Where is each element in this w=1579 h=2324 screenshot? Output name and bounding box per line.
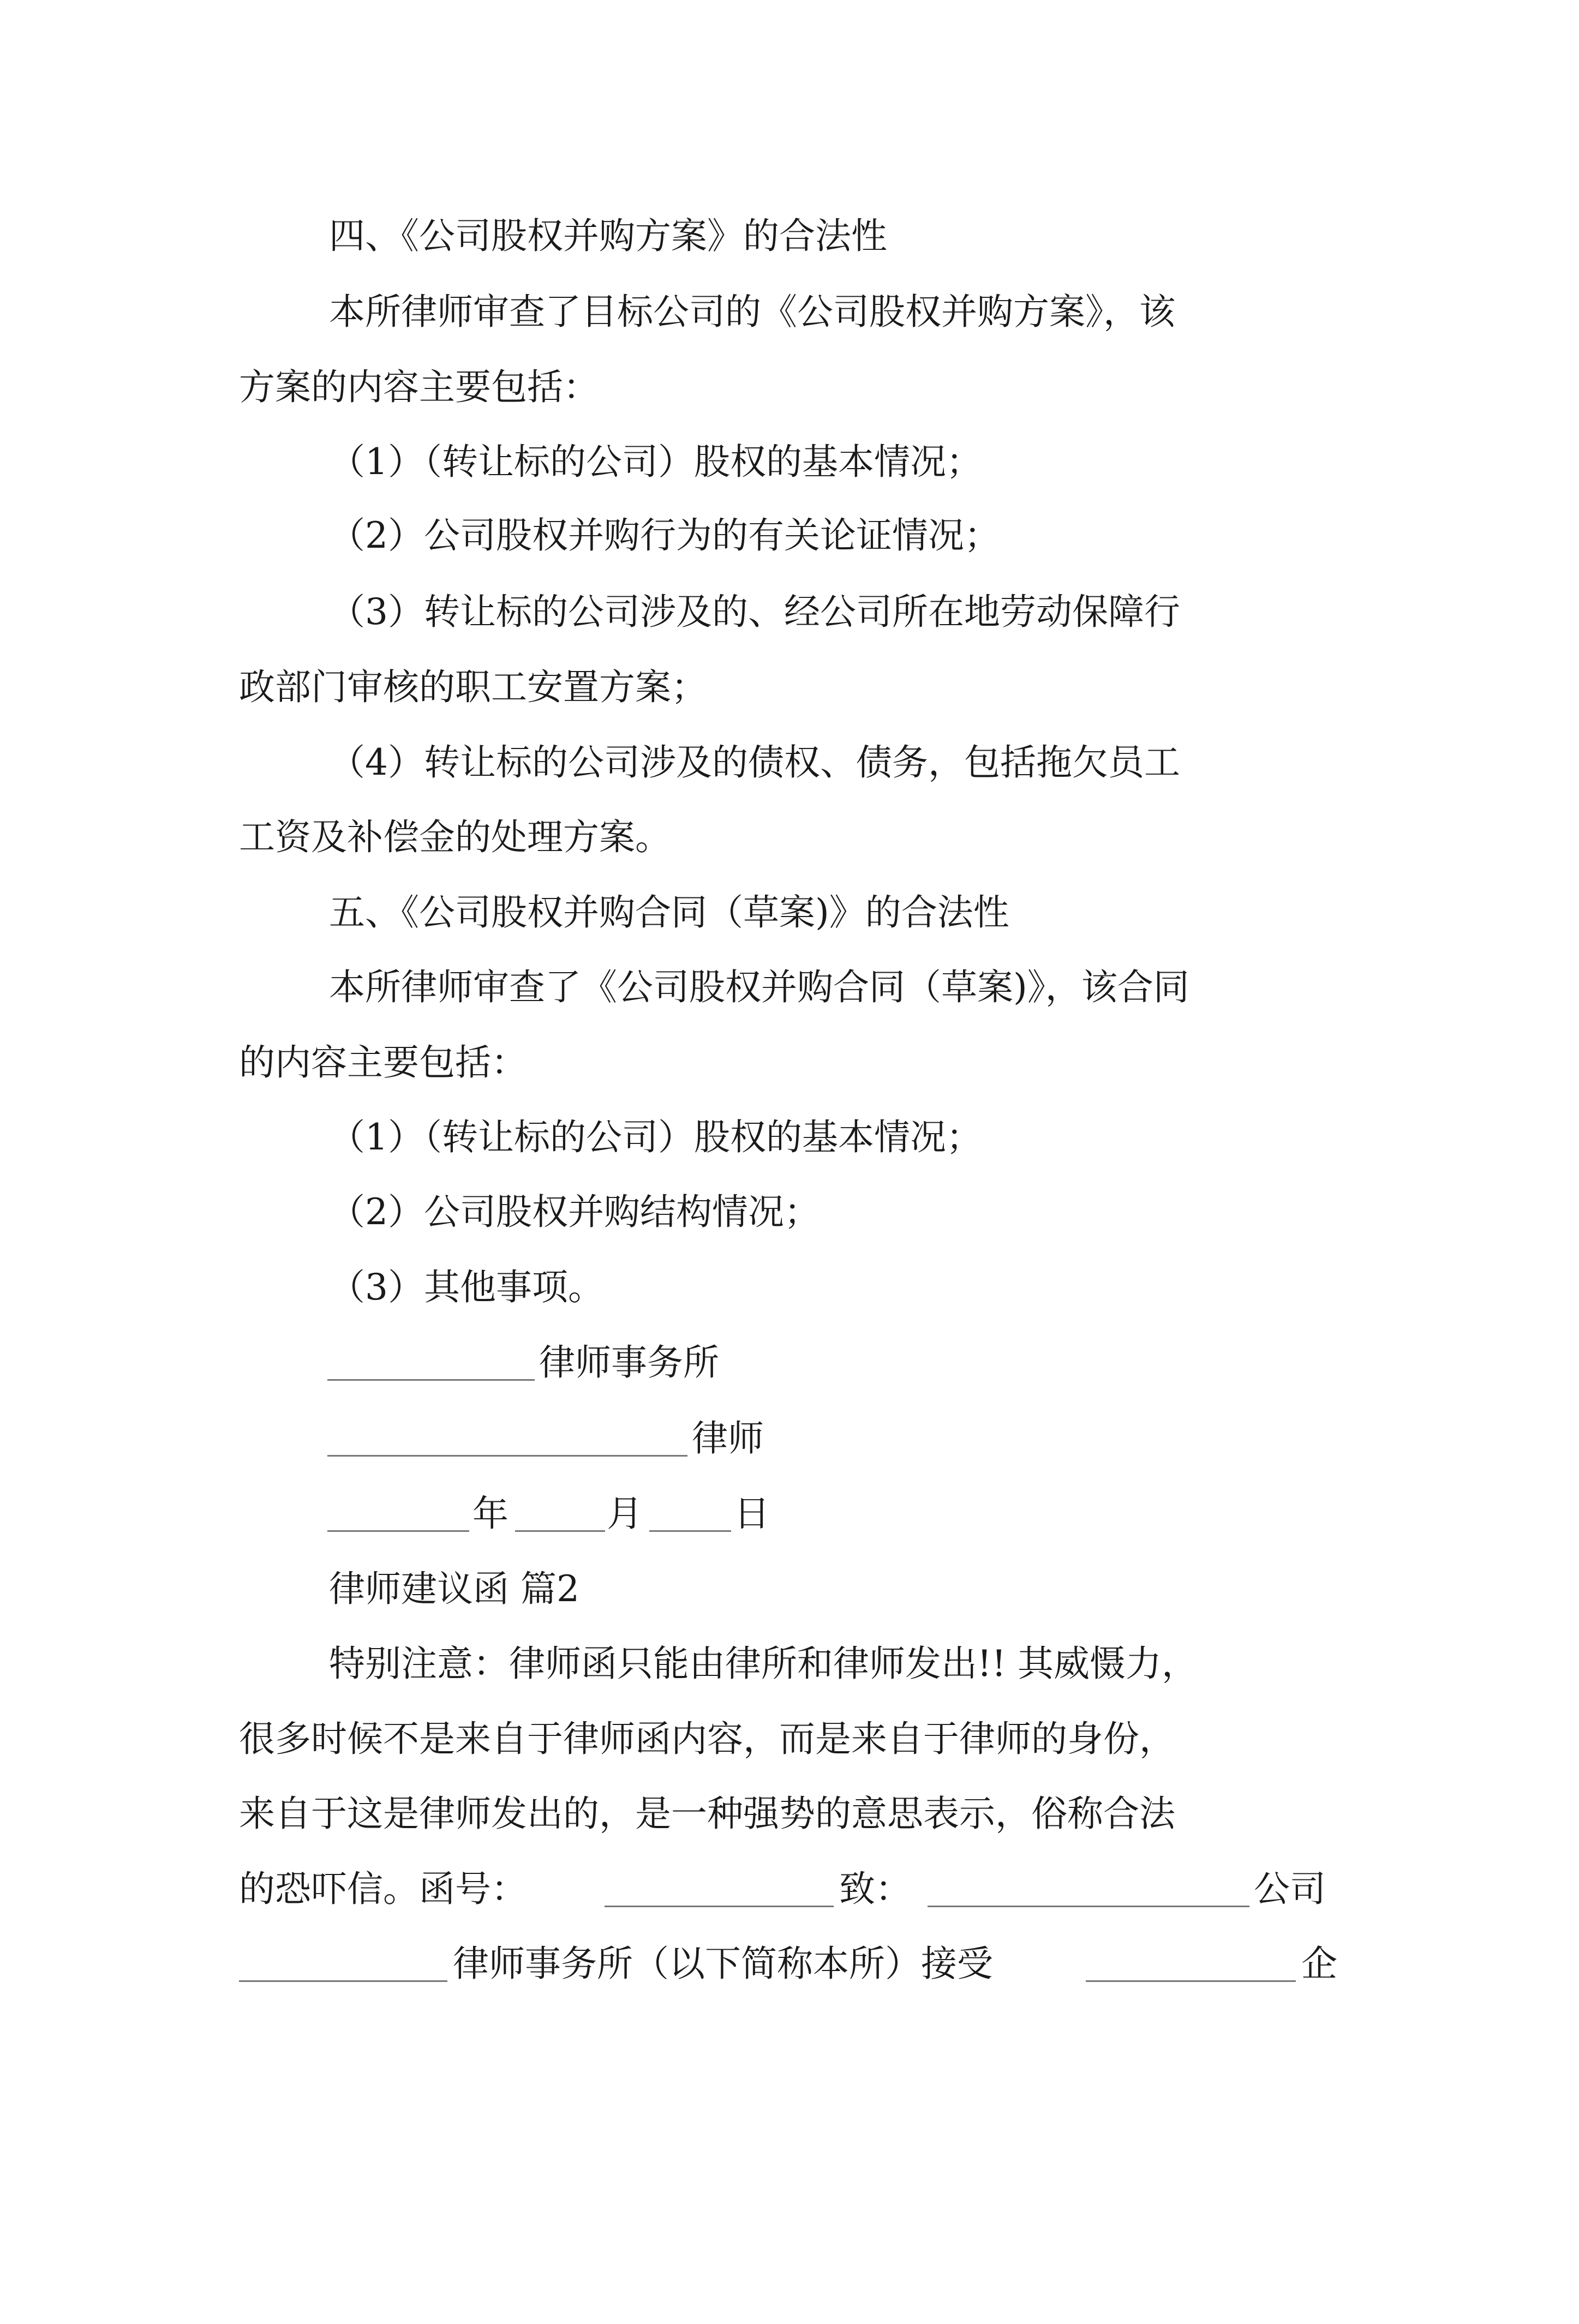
month-blank	[515, 1481, 605, 1532]
day-blank	[649, 1481, 731, 1532]
letter-2-title: 律师建议函 篇2	[329, 1568, 579, 1610]
section-4-paragraph-cont: 方案的内容主要包括：	[239, 366, 599, 408]
letter-number-blank	[605, 1856, 834, 1907]
section-4-item-3-cont: 政部门审核的职工安置方案；	[239, 666, 707, 708]
section-4-item-4-cont: 工资及补偿金的处理方案。	[239, 816, 671, 858]
section-4-item-2: （2）公司股权并购行为的有关论证情况；	[329, 514, 1000, 556]
client-blank	[1086, 1931, 1296, 1982]
letter-2-paragraph-cont-4: 律师事务所（以下简称本所）接受 企	[0, 1931, 1579, 1997]
letter-2-paragraph-cont-1: 很多时候不是来自于律师函内容，而是来自于律师的身份，	[239, 1718, 1175, 1760]
section-4-heading: 四、《公司股权并购方案》的合法性	[329, 215, 887, 257]
section-4-item-3: （3）转让标的公司涉及的、经公司所在地劳动保障行	[329, 591, 1180, 633]
signature-firm-line: 律师事务所	[0, 1330, 1579, 1395]
firm-blank	[239, 1931, 447, 1982]
firm-name-blank	[327, 1330, 535, 1381]
letter-2-paragraph: 特别注意：律师函只能由律所和律师发出!! 其威慑力，	[329, 1643, 1198, 1685]
section-5-item-3: （3）其他事项。	[329, 1266, 604, 1308]
signature-lawyer-line: 律师	[0, 1406, 1579, 1471]
section-5-heading: 五、《公司股权并购合同（草案)》的合法性	[329, 891, 1009, 933]
section-5-paragraph: 本所律师审查了《公司股权并购合同（草案)》，该合同	[329, 966, 1189, 1008]
signature-date-line: 年 月 日	[0, 1481, 1579, 1547]
letter-2-paragraph-cont-3: 的恐吓信。函号： 致： 公司	[0, 1856, 1579, 1922]
lawyer-name-blank	[327, 1406, 687, 1457]
section-5-paragraph-cont: 的内容主要包括：	[239, 1041, 527, 1083]
section-4-paragraph: 本所律师审查了目标公司的《公司股权并购方案》，该	[329, 291, 1175, 333]
recipient-blank	[928, 1856, 1249, 1907]
section-4-item-1: （1）（转让标的公司）股权的基本情况；	[329, 441, 982, 483]
section-4-item-4: （4）转让标的公司涉及的债权、债务，包括拖欠员工	[329, 741, 1180, 783]
section-5-item-2: （2）公司股权并购结构情况；	[329, 1191, 820, 1233]
section-5-item-1: （1）（转让标的公司）股权的基本情况；	[329, 1116, 982, 1158]
letter-2-paragraph-cont-2: 来自于这是律师发出的，是一种强势的意思表示，俗称合法	[239, 1793, 1175, 1835]
year-blank	[327, 1481, 469, 1532]
